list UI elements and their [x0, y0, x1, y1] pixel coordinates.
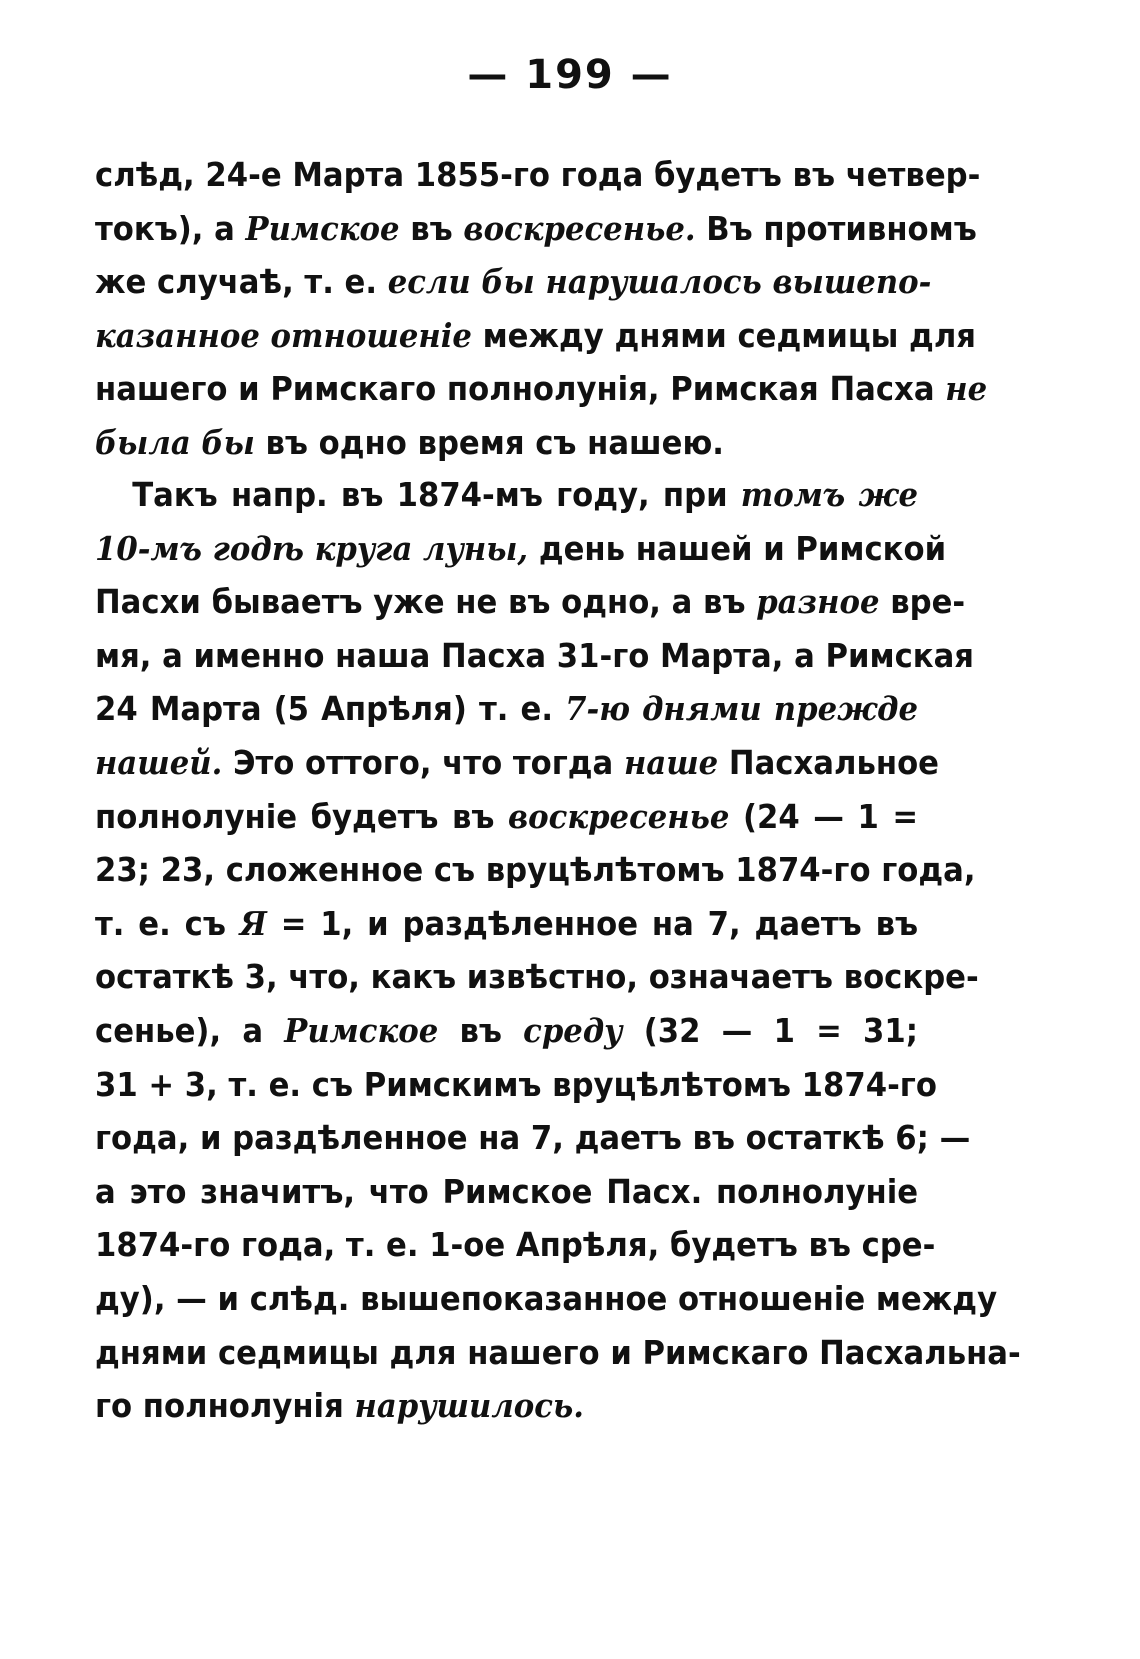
- text-line: [95, 897, 918, 951]
- text-run: остаткѣ 3, что, какъ извѣстно, означаетъ воскре-: [95, 957, 979, 997]
- italic-run: не: [945, 369, 988, 409]
- text-run: между днями седмицы для: [471, 315, 977, 355]
- text-run: же случаѣ, т. е.: [95, 262, 388, 302]
- text-line: [95, 1111, 971, 1165]
- italic-run: была бы: [95, 422, 255, 462]
- text-line: [95, 790, 918, 844]
- text-line: [95, 629, 975, 683]
- italic-run: воскресенье.: [463, 208, 696, 248]
- text-line: [95, 1058, 937, 1112]
- text-line: [95, 255, 932, 309]
- text-run: т. е. съ: [95, 903, 240, 943]
- text-run: го полнолунія: [95, 1386, 355, 1426]
- italic-run: разное: [756, 582, 880, 622]
- text-run: Въ противномъ: [695, 208, 977, 248]
- page-number: — 199 —: [467, 52, 673, 98]
- italic-run: 7-ю днями прежде: [565, 689, 919, 729]
- text-line: [95, 843, 976, 897]
- italic-run: томъ же: [740, 475, 919, 514]
- text-line: [95, 468, 918, 522]
- text-line: [95, 309, 977, 363]
- text-run: года, и раздѣленное на 7, даетъ въ остаткѣ 6; —: [95, 1118, 971, 1158]
- paragraph-2: [95, 468, 1021, 1433]
- italic-run: наше: [623, 742, 719, 782]
- text-run: полнолуніе будетъ въ: [95, 796, 509, 836]
- italic-run: нашей.: [95, 742, 223, 782]
- italic-run: казанное отношеніе: [95, 315, 472, 355]
- text-run: 23; 23, сложенное съ вруцѣлѣтомъ 1874-го года,: [95, 850, 976, 890]
- text-line: [95, 682, 918, 736]
- text-line: [95, 1165, 918, 1219]
- text-line: [95, 416, 918, 470]
- text-run: = 1, и раздѣленное на 7, даетъ въ: [266, 903, 919, 943]
- text-run: ду), — и слѣд. вышепоказанное отношеніе между: [95, 1278, 998, 1318]
- text-run: Такъ напр. въ 1874-мъ году, при: [132, 475, 741, 514]
- text-line: [95, 202, 977, 256]
- text-run: слѣд, 24-е Марта 1855-го года будетъ въ четвер-: [95, 155, 981, 194]
- text-run: въ: [399, 208, 464, 248]
- text-line: [95, 148, 981, 202]
- italic-run: среду: [523, 1010, 623, 1050]
- text-run: мя, а именно наша Пасха 31-го Марта, а Римская: [95, 635, 975, 675]
- text-line: [95, 575, 966, 629]
- text-line: [95, 522, 947, 576]
- text-run: (32 — 1 = 31;: [622, 1010, 919, 1050]
- text-line: [95, 950, 979, 1004]
- text-line: [95, 1218, 936, 1272]
- italic-run: 10-мъ годѣ круга луны,: [95, 528, 529, 568]
- text-run: 31 + 3, т. е. съ Римскимъ вруцѣлѣтомъ 1874-го: [95, 1064, 937, 1104]
- text-run: (24 — 1 =: [729, 796, 919, 836]
- text-run: Пасхальное: [718, 742, 939, 782]
- italic-run: нарушилось.: [354, 1386, 584, 1426]
- text-run: токъ), а: [95, 208, 246, 248]
- italic-run: Римское: [284, 1010, 439, 1050]
- text-line: [95, 1272, 998, 1326]
- italic-run: Римское: [245, 208, 400, 248]
- text-run: день нашей и Римской: [528, 528, 947, 568]
- text-run: днями седмицы для нашего и Римскаго Пасхальна-: [95, 1332, 1021, 1372]
- italic-run: Я: [239, 903, 267, 943]
- text-run: сенье), а: [95, 1010, 285, 1050]
- text-line: [95, 1004, 918, 1058]
- paragraph-1: [95, 148, 988, 470]
- text-run: Это оттого, что тогда: [222, 742, 624, 782]
- text-run: въ одно время съ нашею.: [254, 422, 724, 462]
- italic-run: если бы нарушалось вышепо-: [387, 262, 932, 302]
- text-run: а это значитъ, что Римское Пасх. полнолуніе: [95, 1171, 919, 1211]
- text-run: Пасхи бываетъ уже не въ одно, а въ: [95, 582, 757, 622]
- text-line: [95, 1379, 918, 1433]
- text-run: 24 Марта (5 Апрѣля) т. е.: [95, 689, 566, 729]
- text-line: [95, 362, 988, 416]
- text-run: въ: [438, 1010, 524, 1050]
- text-run: 1874-го года, т. е. 1-ое Апрѣля, будетъ въ сре-: [95, 1225, 936, 1265]
- text-line: [95, 1326, 1021, 1380]
- text-run: нашего и Римскаго полнолунія, Римская Пасха: [95, 369, 946, 409]
- text-line: [95, 736, 939, 790]
- italic-run: воскресенье: [508, 796, 730, 836]
- text-run: вре-: [879, 582, 966, 622]
